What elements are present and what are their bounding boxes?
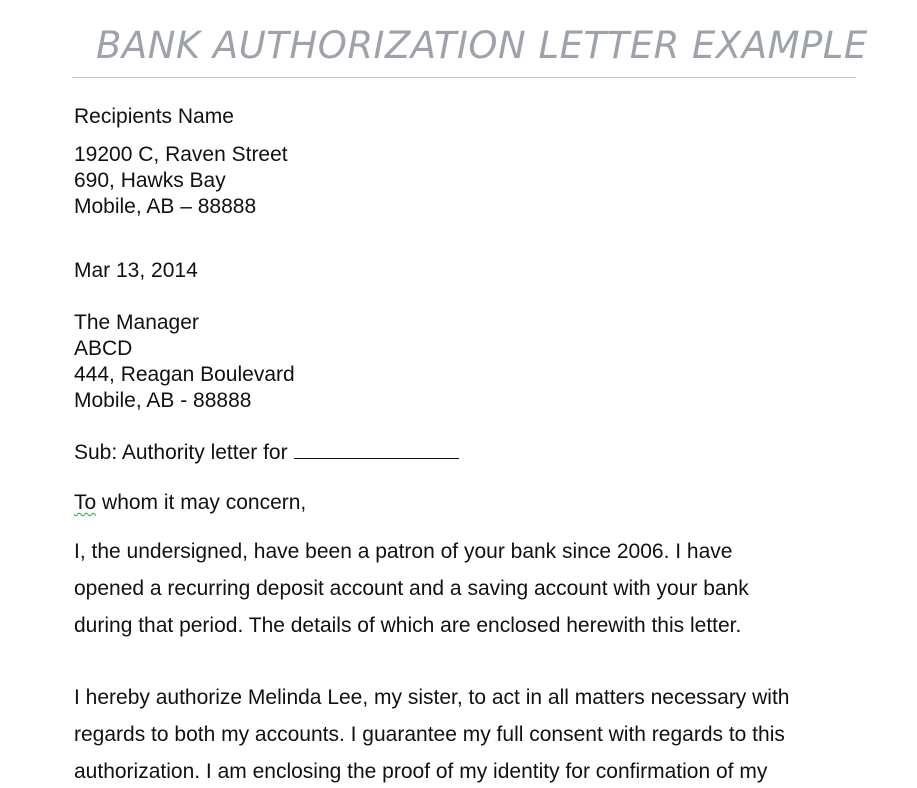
bank-address-line-2: ABCD	[74, 337, 133, 360]
paragraph-1-line-2: opened a recurring deposit account and a saving account with your bank	[74, 577, 749, 600]
recipient-name: Recipients Name	[74, 105, 234, 128]
paragraph-2-line-2: regards to both my accounts. I guarantee my full consent with regards to this	[74, 723, 785, 746]
bank-address-line-3: 444, Reagan Boulevard	[74, 363, 295, 386]
salutation	[74, 490, 306, 516]
recipient-address-line-2: 690, Hawks Bay	[74, 169, 226, 192]
paragraph-1-line-3: during that period. The details of which are enclosed herewith this letter.	[74, 614, 742, 637]
subject-blank	[294, 440, 459, 459]
bank-address-line-1: The Manager	[74, 311, 199, 334]
document-title: BANK AUTHORIZATION LETTER EXAMPLE	[96, 24, 868, 67]
salutation-flagged-word: To	[74, 491, 97, 514]
paragraph-1-line-1: I, the undersigned, have been a patron of your bank since 2006. I have	[74, 540, 733, 563]
recipient-address-line-1: 19200 C, Raven Street	[74, 143, 288, 166]
subject-text: Sub: Authority letter for	[74, 441, 288, 464]
paragraph-2-line-1: I hereby authorize Melinda Lee, my sister, to act in all matters necessary with	[74, 686, 790, 709]
title-divider	[72, 77, 856, 78]
recipient-address-line-3: Mobile, AB – 88888	[74, 195, 257, 218]
paragraph-2-line-3: authorization. I am enclosing the proof of my identity for confirmation of my	[74, 760, 768, 783]
subject-line	[74, 440, 459, 466]
salutation-rest: whom it may concern,	[96, 491, 307, 514]
bank-address-line-4: Mobile, AB - 88888	[74, 389, 252, 412]
letter-date: Mar 13, 2014	[74, 259, 198, 282]
